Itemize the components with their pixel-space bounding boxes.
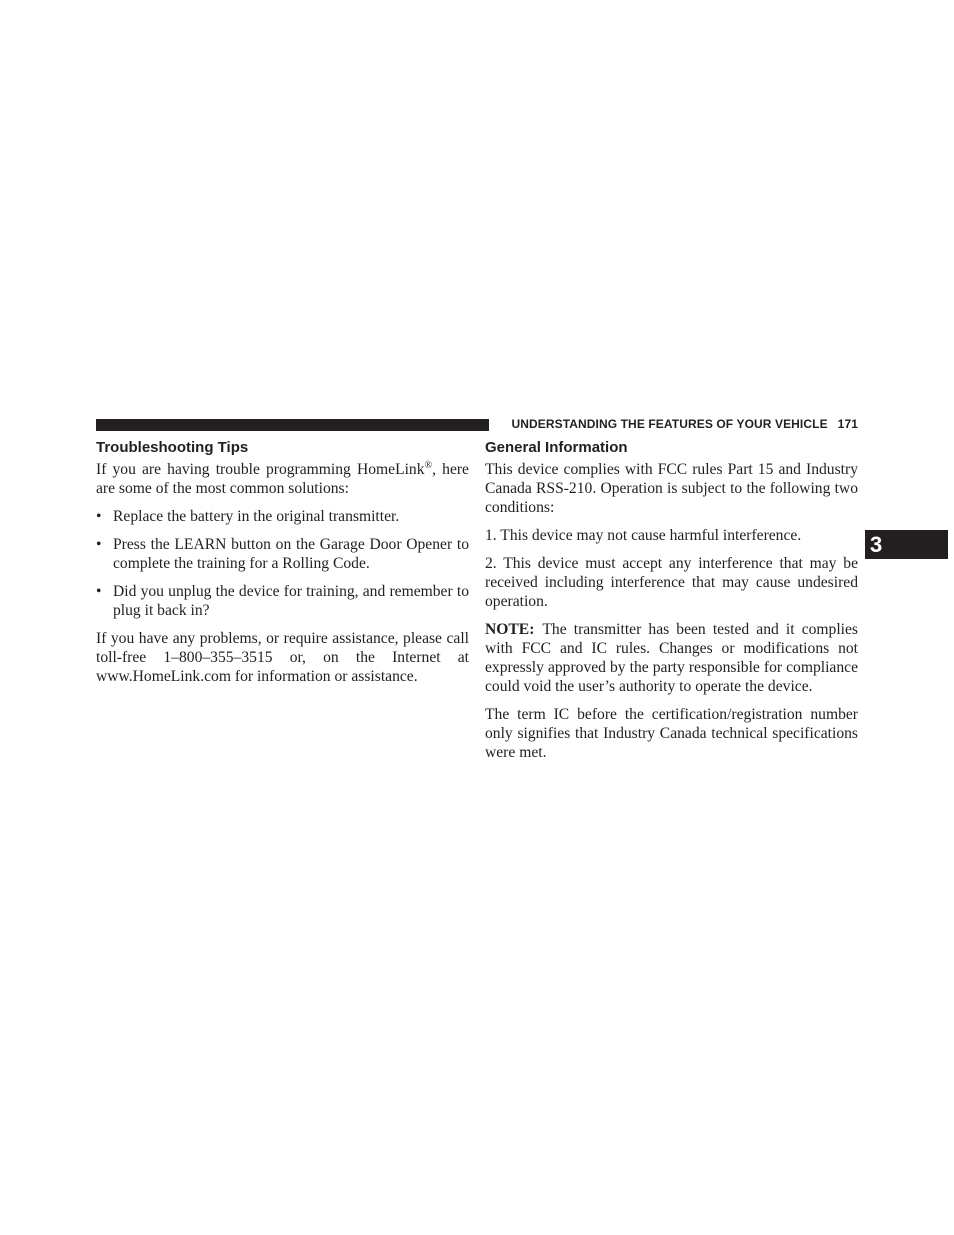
condition-2: 2. This device must accept any interference that may be received including interference that may cause undesired operation. bbox=[485, 555, 858, 610]
right-column bbox=[485, 438, 858, 771]
list-item: • Did you unplug the device for training, and remember to plug it back in? bbox=[96, 583, 469, 619]
solutions-list bbox=[96, 507, 469, 620]
troubleshooting-heading: Troubleshooting Tips bbox=[96, 439, 249, 456]
assistance-paragraph: If you have any problems, or require assistance, please call toll-free 1–800–355–3515 or, on the Internet at www.HomeLink.com for information or assistance. bbox=[96, 630, 469, 685]
bullet-icon: • bbox=[96, 583, 102, 600]
note-label: NOTE: bbox=[485, 621, 535, 638]
ic-term-paragraph: The term IC before the certification/registration number only signifies that Industry Canada technical specifications were met. bbox=[485, 706, 858, 761]
left-column bbox=[96, 438, 469, 695]
running-header bbox=[498, 417, 858, 431]
header-rule bbox=[96, 419, 489, 431]
note-paragraph bbox=[485, 620, 858, 696]
bullet-icon: • bbox=[96, 508, 102, 525]
list-item: • Replace the battery in the original transmitter. bbox=[96, 508, 400, 525]
section-title: UNDERSTANDING THE FEATURES OF YOUR VEHICLE bbox=[511, 417, 828, 431]
compliance-paragraph: This device complies with FCC rules Part 15 and Industry Canada RSS-210. Operation is subject to the following two conditions: bbox=[485, 461, 858, 516]
troubleshooting-intro: If you are having trouble programming HomeLink®, here are some of the most common solutions: bbox=[96, 459, 469, 497]
bullet-icon: • bbox=[96, 536, 102, 553]
page-number: 171 bbox=[837, 417, 858, 431]
general-information-heading: General Information bbox=[485, 439, 628, 456]
list-item: • Press the LEARN button on the Garage Door Opener to complete the training for a Rolling Code. bbox=[96, 536, 469, 572]
chapter-tab: 3 bbox=[865, 530, 948, 559]
note-text: The transmitter has been tested and it complies with FCC and IC rules. Changes or modifications not expressly approved by the party responsible for compliance could void the user’s authority to operate the device. bbox=[485, 621, 858, 695]
condition-1: 1. This device may not cause harmful interference. bbox=[485, 527, 802, 544]
registered-mark: ® bbox=[424, 459, 433, 471]
